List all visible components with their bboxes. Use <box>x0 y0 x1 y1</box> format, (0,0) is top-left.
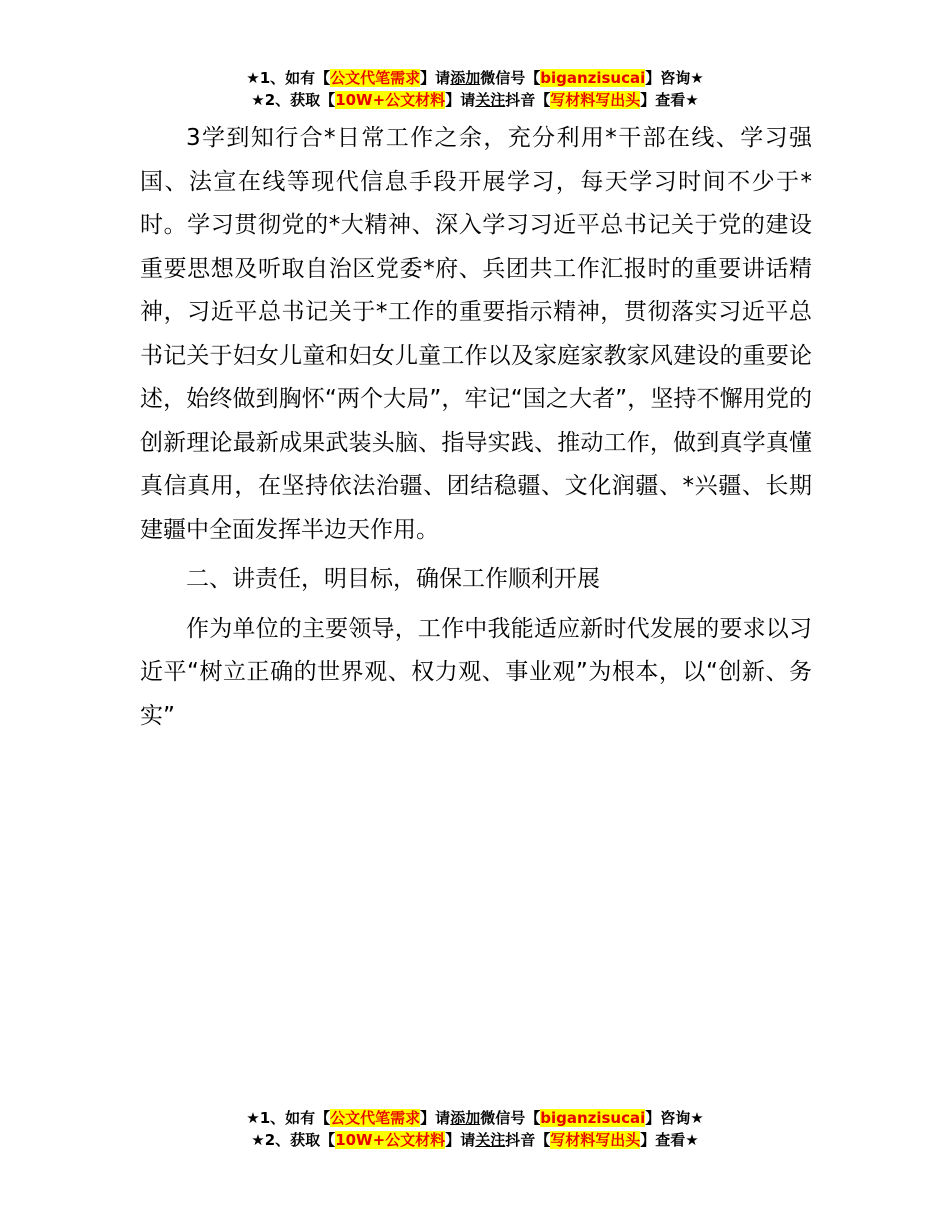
section-heading: 二、讲责任，明目标，确保工作顺利开展 <box>186 566 600 592</box>
banner-text: 】请 <box>420 69 451 87</box>
banner-highlight-wechat: biganzisucai <box>540 1109 646 1127</box>
banner-line-1 <box>0 1107 950 1129</box>
banner-text: 抖音【 <box>505 91 551 109</box>
banner-highlight: 10W+公文材料 <box>335 91 446 109</box>
banner-text: 】查看★ <box>640 91 699 109</box>
banner-text: 】请 <box>445 91 476 109</box>
footer-banner <box>0 1107 950 1151</box>
banner-text: ★1、如有【 <box>246 69 331 87</box>
banner-text: 微信号【 <box>480 1109 541 1127</box>
banner-text: 】请 <box>445 1131 476 1149</box>
banner-underline: 添加 <box>450 69 481 87</box>
banner-text: ★2、获取【 <box>251 91 336 109</box>
banner-highlight-wechat: biganzisucai <box>540 69 646 87</box>
banner-highlight: 10W+公文材料 <box>335 1131 446 1149</box>
banner-text: ★2、获取【 <box>251 1131 336 1149</box>
paragraph-study: 3学到知行合*日常工作之余，充分利用*干部在线、学习强国、法宣在线等现代信息手段开展学习，每天学习时间不少于*时。学习贯彻党的*大精神、深入学习习近平总书记关于党的建设重要思想及听取自治区党委*府、兵团共工作汇报时的重要讲话精神，习近平总书记关于*工作的重要指示精神，贯彻落实习近平总书记关于妇女儿童和妇女儿童工作以及家庭家教家风建设的重要论述，始终做到胸怀“两个大局”，牢记“国之大者”，坚持不懈用党的创新理论最新成果武装头脑、指导实践、推动工作，做到真学真懂真信真用，在坚持依法治疆、团结稳疆、文化润疆、*兴疆、长期建疆中全面发挥半边天作用。 <box>140 125 812 543</box>
banner-text: ★1、如有【 <box>246 1109 331 1127</box>
banner-highlight-douyin: 写材料写出头 <box>550 91 641 109</box>
banner-text: 】咨询★ <box>645 69 704 87</box>
banner-text: 抖音【 <box>505 1131 551 1149</box>
banner-text: 微信号【 <box>480 69 541 87</box>
banner-highlight-douyin: 写材料写出头 <box>550 1131 641 1149</box>
banner-line-1 <box>0 67 950 89</box>
banner-underline: 关注 <box>475 91 506 109</box>
banner-highlight: 公文代笔需求 <box>330 1109 421 1127</box>
banner-underline: 关注 <box>475 1131 506 1149</box>
banner-text: 】请 <box>420 1109 451 1127</box>
banner-underline: 添加 <box>450 1109 481 1127</box>
paragraph-responsibility: 作为单位的主要领导，工作中我能适应新时代发展的要求以习近平“树立正确的世界观、权力观、事业观”为根本，以“创新、务实” <box>140 615 812 729</box>
document-body <box>140 117 812 744</box>
header-banner <box>0 67 950 111</box>
banner-text: 】查看★ <box>640 1131 699 1149</box>
banner-text: 】咨询★ <box>645 1109 704 1127</box>
banner-line-2 <box>0 1129 950 1151</box>
banner-line-2 <box>0 89 950 111</box>
banner-highlight: 公文代笔需求 <box>330 69 421 87</box>
